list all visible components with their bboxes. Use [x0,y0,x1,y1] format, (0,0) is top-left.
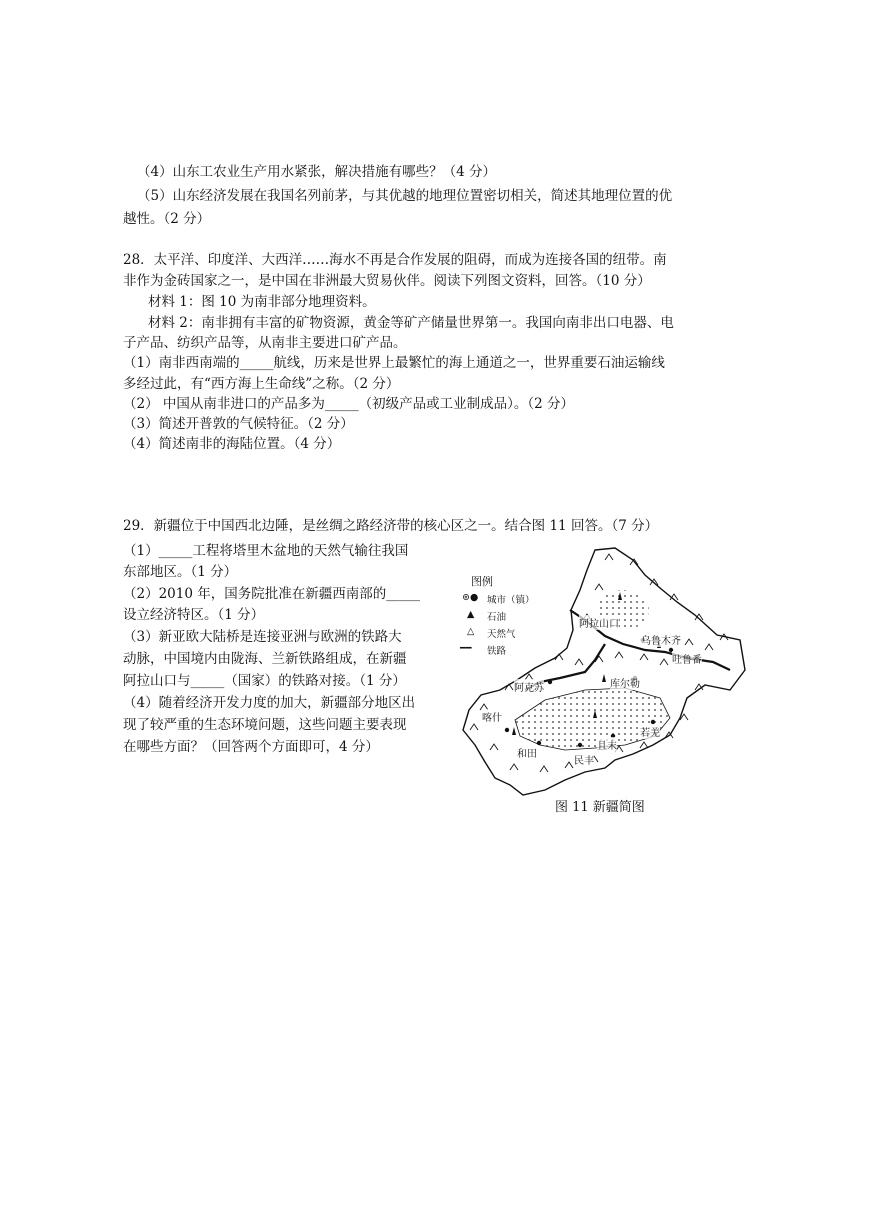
q29-line: 阿拉山口与_____（国家）的铁路对接。（1 分） [123,673,406,689]
label-korla: 库尔勒 [610,675,640,690]
legend-oil-icon: ▲ [467,609,475,620]
q29-line: （2）2010 年，国务院批准在新疆西南部的_____ [123,586,420,602]
legend-railway-icon: ━━ [460,643,472,654]
label-alashankou: 阿拉山口 [579,615,619,630]
legend-gas-label: 天然气 [487,629,516,640]
q29-line: 设立经济特区。（1 分） [123,607,265,623]
q29-line: 东部地区。（1 分） [123,564,238,580]
legend-oil-label: 石油 [487,612,507,623]
q29-title: 29．新疆位于中国西北边陲，是丝绸之路经济带的核心区之一。结合图 11 回答。（7 分） [123,518,659,534]
q28-stem-line2: 非作为金砖国家之一，是中国在非洲最大贸易伙伴。阅读下列图文资料，回答。（10 分） [123,273,651,289]
xinjiang-map [455,540,755,825]
q28-item1-line1: （1）南非西南端的_____航线，历来是世界上最繁忙的海上通道之一，世界重要石油运输线 [123,355,665,371]
q27-item5-line2: 越性。（2 分） [123,211,211,227]
q29-line: （4）随着经济开发力度的加大，新疆部分地区出 [123,695,416,711]
q29-line: 现了较严重的生态环境问题，这些问题主要表现 [123,717,407,733]
q28-material1: 材料 1：图 10 为南非部分地理资料。 [148,294,376,310]
figure-caption: 图 11 新疆简图 [555,800,645,815]
q29-line: （3）新亚欧大陆桥是连接亚洲与欧洲的铁路大 [123,629,402,645]
xinjiang-map-drawing [455,540,755,800]
tarim-basin [515,688,670,750]
q29-line: （1）_____工程将塔里木盆地的天然气输往我国 [123,543,409,559]
q27-item5-line1: （5）山东经济发展在我国名列前茅，与其优越的地理位置密切相关，简述其地理位置的优 [137,188,673,204]
q28-material2-line2: 子产品、纺织产品等，从南非主要进口矿产品。 [123,335,407,351]
q28-item4: （4）简述南非的海陆位置。（4 分） [123,436,341,452]
q28-item2: （2） 中国从南非进口的产品多为_____（初级产品或工业制成品）。（2 分） [123,396,575,412]
legend-gas-icon: △ [467,626,475,637]
region-outline [463,548,745,795]
q28-item1-line2: 多经过此，有“西方海上生命线”之称。（2 分） [123,376,400,392]
legend-city-label: 城市（镇） [487,595,535,606]
legend-railway-label: 铁路 [487,646,507,657]
legend-city-icon: ⊚● [462,592,479,603]
label-aksu: 阿克苏 [514,679,544,694]
label-urumqi: 乌鲁木齐 [641,632,681,647]
q27-item4: （4）山东工农业生产用水紧张，解决措施有哪些？（4 分） [137,164,496,180]
legend-title: 图例 [471,575,493,588]
q29-line: 动脉，中国境内由陇海、兰新铁路组成，在新疆 [123,651,407,667]
label-minfeng: 民丰 [574,752,594,767]
q28-material2-line1: 材料 2：南非拥有丰富的矿物资源，黄金等矿产储量世界第一。我国向南非出口电器、电 [148,315,674,331]
q28-stem-line1: 28．太平洋、印度洋、大西洋……海水不再是合作发展的阻碍，而成为连接各国的纽带。南 [123,252,667,268]
label-turpan: 吐鲁番 [672,651,702,666]
q28-item3: （3）简述开普敦的气候特征。（2 分） [123,416,354,432]
label-kashgar: 喀什 [482,709,502,724]
label-ruoqiang: 若羌 [640,724,660,739]
label-qiemo: 且末 [597,737,617,752]
label-hotan: 和田 [517,745,537,760]
q29-line: 在哪些方面？（回答两个方面即可，4 分） [123,739,379,755]
